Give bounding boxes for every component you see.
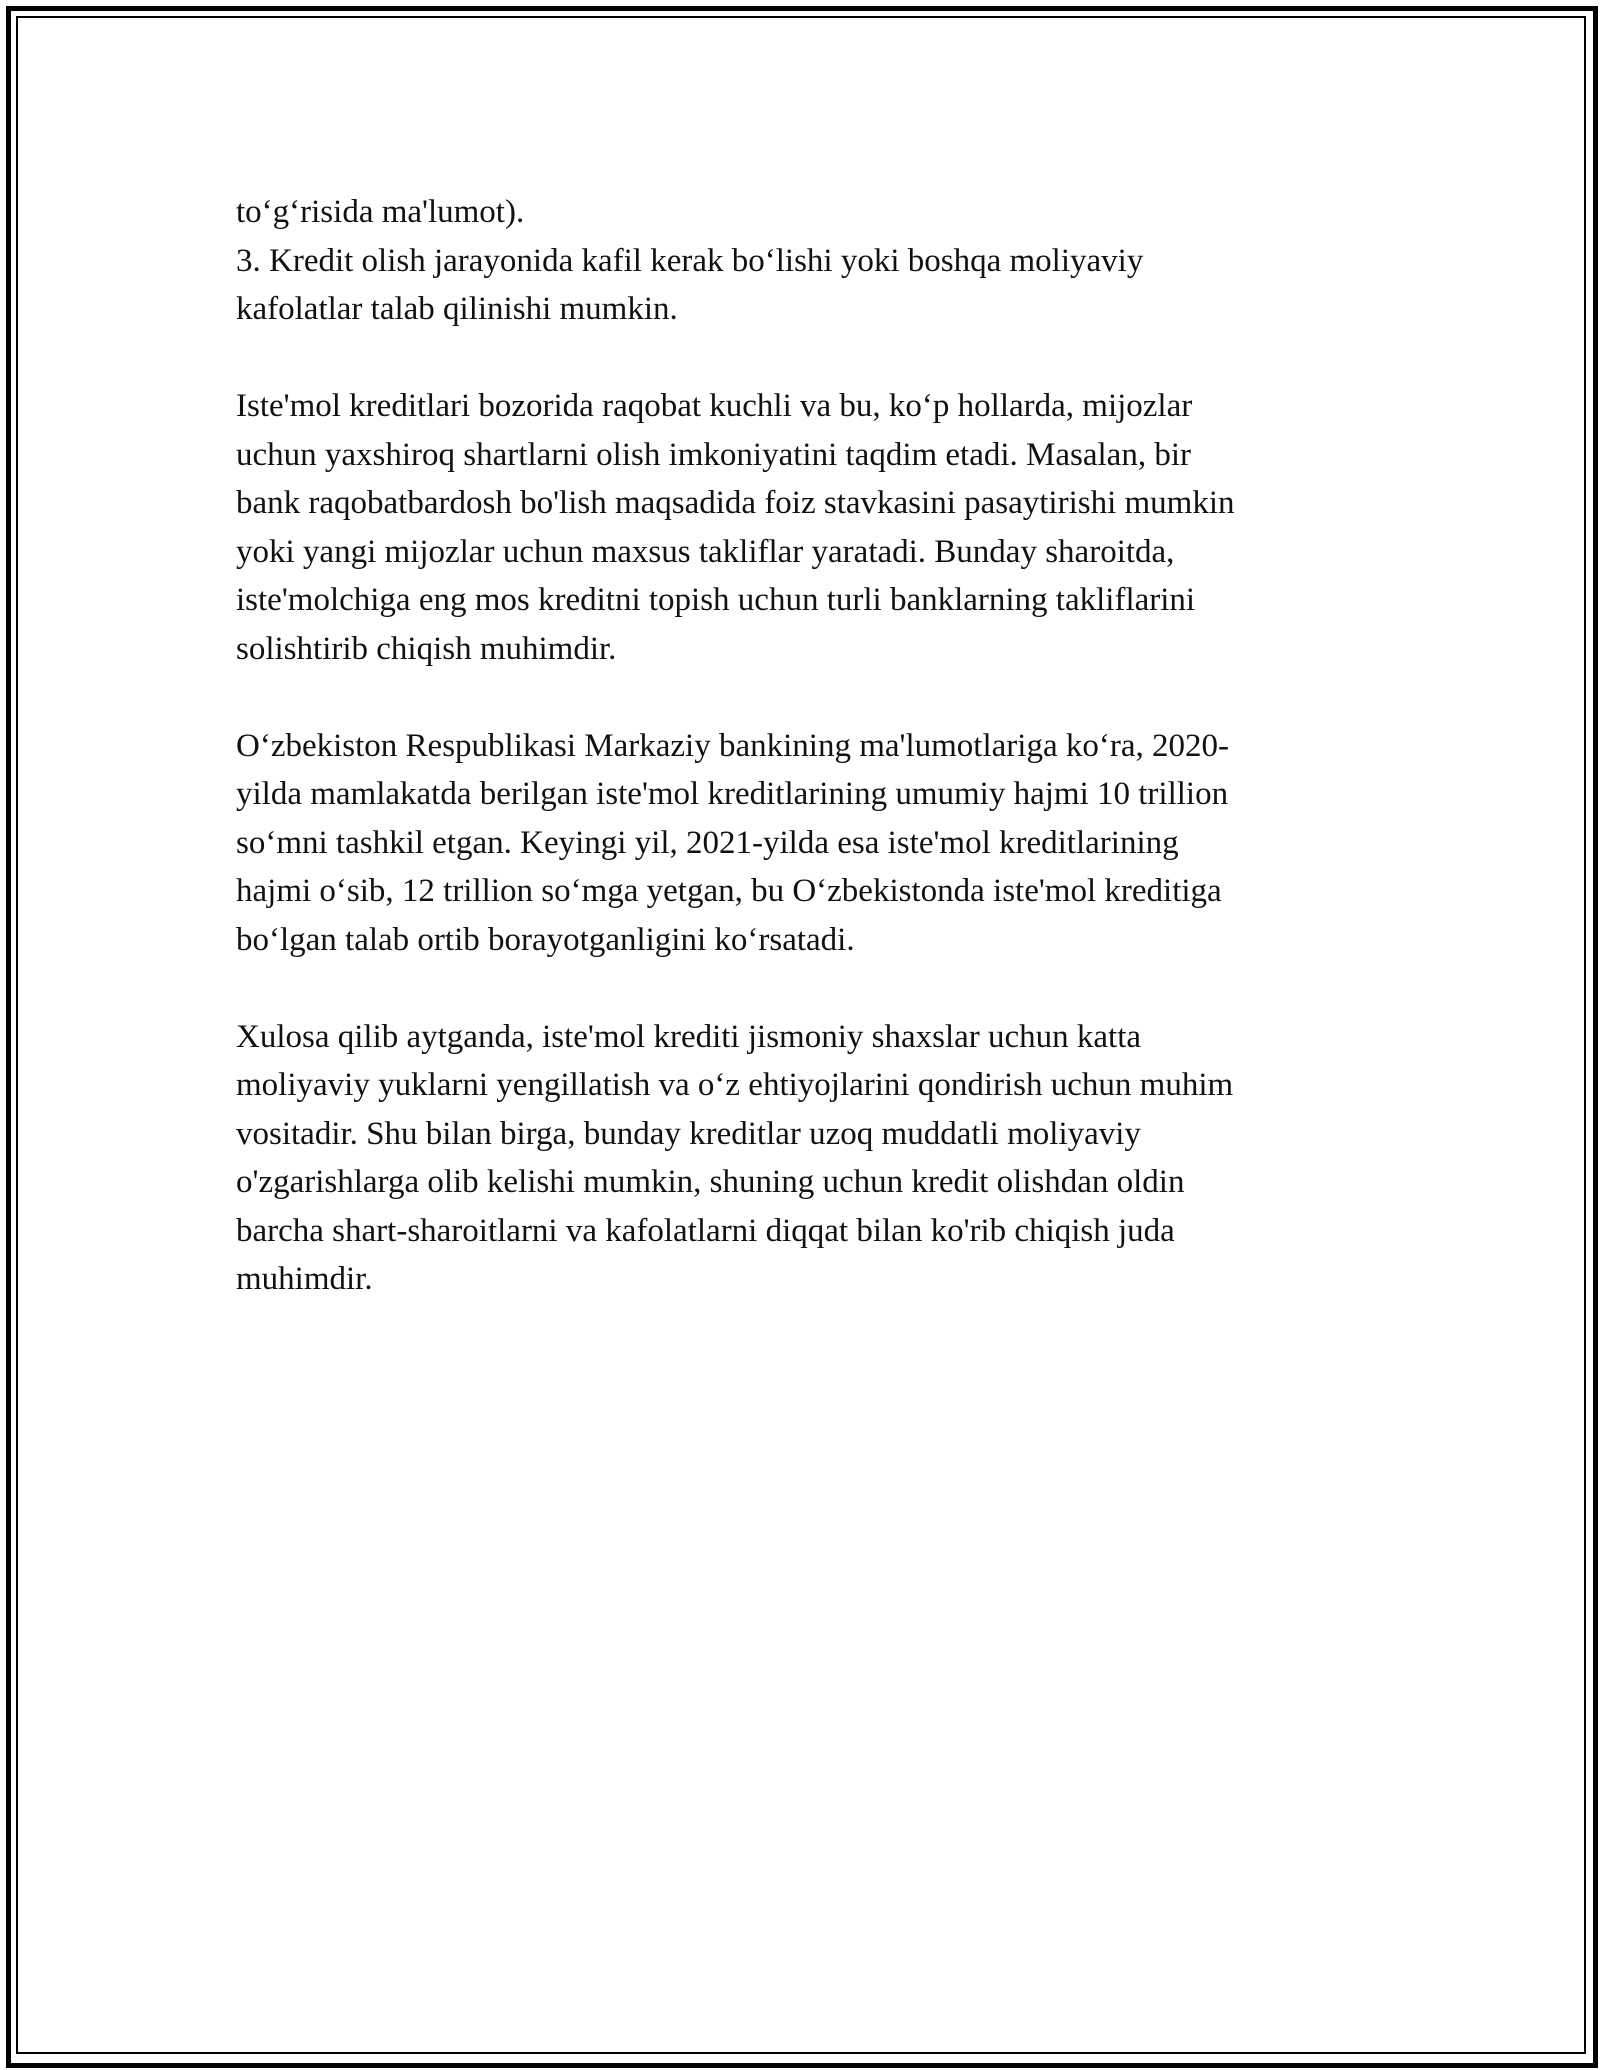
- text-line: hajmi o‘sib, 12 trillion so‘mga yetgan, bu O‘zbekistonda iste'mol kreditiga: [236, 873, 1222, 909]
- paragraph-list-continuation: [236, 188, 1366, 334]
- text-line: Xulosa qilib aytganda, iste'mol krediti jismoniy shaxslar uchun katta: [236, 1018, 1142, 1055]
- text-line: uchun yaxshiroq shartlarni olish imkoniyatini taqdim etadi. Masalan, bir: [236, 436, 1191, 473]
- text-line: yilda mamlakatda berilgan iste'mol kreditlarining umumiy hajmi 10 trillion: [236, 776, 1229, 812]
- text-line: kafolatlar talab qilinishi mumkin.: [236, 291, 678, 327]
- paragraph-conclusion: [236, 1013, 1366, 1304]
- text-line: barcha shart-sharoitlarni va kafolatlarni diqqat bilan ko'rib chiqish juda: [236, 1212, 1175, 1249]
- text-line: Iste'mol kreditlari bozorida raqobat kuchli va bu, ko‘p hollarda, mijozlar: [236, 388, 1193, 424]
- text-line: O‘zbekiston Respublikasi Markaziy bankining ma'lumotlariga ko‘ra, 2020-: [236, 727, 1229, 764]
- text-line: solishtirib chiqish muhimdir.: [236, 630, 617, 667]
- text-line: moliyaviy yuklarni yengillatish va o‘z ehtiyojlarini qondirish uchun muhim: [236, 1067, 1234, 1103]
- paragraph-statistics: [236, 722, 1366, 965]
- document-body: [236, 188, 1366, 1352]
- text-line: so‘mni tashkil etgan. Keyingi yil, 2021-yilda esa iste'mol kreditlarining: [236, 824, 1179, 861]
- text-line: iste'molchiga eng mos kreditni topish uchun turli banklarning takliflarini: [236, 582, 1196, 618]
- text-line: bo‘lgan talab ortib borayotganligini ko‘rsatadi.: [236, 921, 855, 958]
- text-line: bank raqobatbardosh bo'lish maqsadida foiz stavkasini pasaytirishi mumkin: [236, 485, 1235, 521]
- text-line: to‘g‘risida ma'lumot).: [236, 194, 525, 230]
- text-line: yoki yangi mijozlar uchun maxsus takliflar yaratadi. Bunday sharoitda,: [236, 533, 1175, 570]
- text-line: o'zgarishlarga olib kelishi mumkin, shuning uchun kredit olishdan oldin: [236, 1164, 1185, 1200]
- text-line: 3. Kredit olish jarayonida kafil kerak bo‘lishi yoki boshqa moliyaviy: [236, 242, 1144, 279]
- paragraph-competition: [236, 382, 1366, 673]
- text-line: muhimdir.: [236, 1261, 373, 1297]
- text-line: vositadir. Shu bilan birga, bunday kreditlar uzoq muddatli moliyaviy: [236, 1115, 1141, 1152]
